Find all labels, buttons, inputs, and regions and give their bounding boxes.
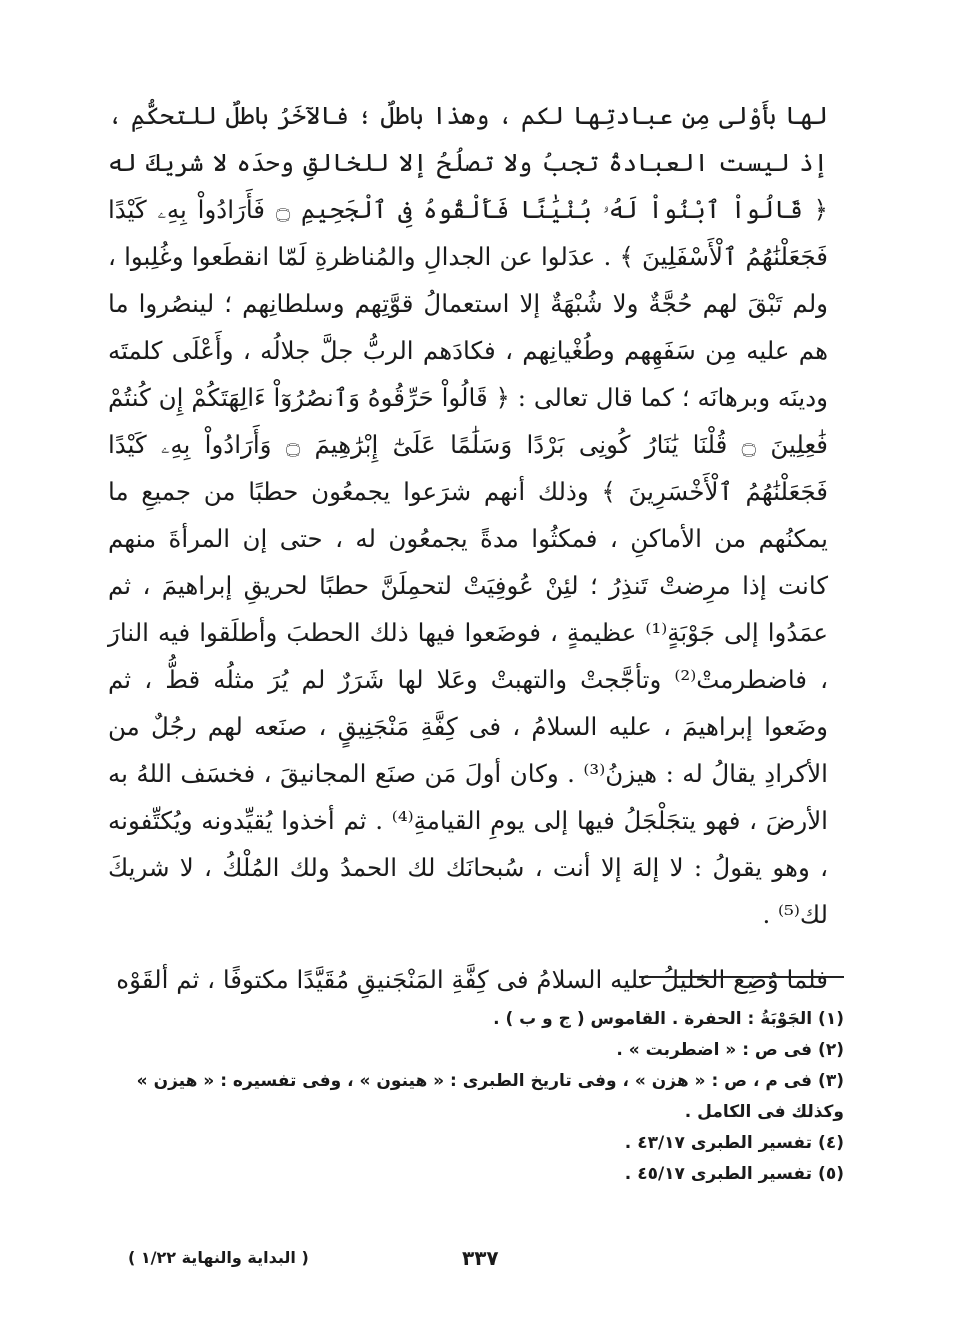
source-reference: ( البداية والنهاية ١/٢٢ ) [128,1248,309,1267]
paragraph: لها بأَوْلى مِن عبادتِها لكم ، وهذا باطلٌ ؛ فالآخَرُ باطلٌ للتحكُّمِ ، إذ ليست العبادةُ تجبُ ولا تصلُحُ إلا للخالقِ وحدَه لا شريكَ له ﴿ قَالُواْ ٱبْنُواْ لَهُۥ بُنْيَٰنًا فَأَلْقُوهُ فِى ٱلْجَحِيمِ ۝ فَأَرَادُواْ بِهِۦ كَيْدًا فَجَعَلْنَٰهُمُ ٱلْأَسْفَلِينَ ﴾ . عدَلوا عن الجدالِ والمُناظرةِ لَمّا انقطَعوا وغُلِبوا ، ولم تَبْقَ لهم حُجَّةٌ ولا شُبْهَةٌ إلا استعمالُ قوَّتِهم وسلطانِهم ؛ لينصُروا ما هم عليه مِن سَفَهِهم وطُغْيانِهم ، فكادَهم الربُّ جلَّ جلالُه ، وأَعْلَى كلمتَه ودينَه وبرهانَه ؛ كما قال تعالى : ﴿ قَالُواْ حَرِّقُوهُ وَٱنصُرُوٓاْ ءَالِهَتَكُمْ إِن كُنتُمْ فَٰعِلِينَ ۝ قُلْنَا يَٰنَارُ كُونِى بَرْدًا وَسَلَٰمًا عَلَىٰٓ إِبْرَٰهِيمَ ۝ وَأَرَادُواْ بِهِۦ كَيْدًا فَجَعَلْنَٰهُمُ ٱلْأَخْسَرِينَ ﴾ وذلك أنهم شرَعوا يجمعُون حطبًا من جميعِ ما يمكنُهم من الأماكنِ ، فمكثُوا مدةً يجمعُون له ، حتى إن المرأةَ منهم كانت إذا مرِضتْ تَنذِرُ ؛ لئِنْ عُوفِيَتْ لتحمِلَنَّ حطبًا لحريقِ إبراهيمَ ، ثم عمَدُوا إلى جَوْبَةٍ⁽¹⁾ عظيمةٍ ، فوضَعوا فيها ذلك الحطبَ وأطلَقوا فيه النارَ ، فاضطرمتْ⁽²⁾ وتأجَّجتْ والتهبتْ وعَلا لها شَرَرٌ لم يُرَ مثلُه قطُّ ، ثم وضَعوا إبراهيمَ ، عليه السلامُ ، فى كِفَّةِ مَنْجَنِيقٍ ، صنَعه لهم رجُلٌ من الأكرادِ يقالُ له : هيزنُ⁽³⁾ . وكان أولَ مَن صنَع المجانيقَ ، فخسَف اللهُ به الأرضَ ، فهو يتجَلْجَلُ فيها إلى يومِ القيامةِ⁽⁴⁾ . ثم أخذوا يُقيِّدونه ويُكتِّفونه ، وهو يقولُ : لا إلهَ إلا أنت ، سُبحانَك لك الحمدُ ولك المُلْكُ ، لا شريكَ لك⁽⁵⁾ . [108,101,828,929]
footnote-number: (٤) [818,1133,844,1153]
footnote-text: تفسير الطبرى ٤٣/١٧ . [624,1133,813,1153]
footnote-text: تفسير الطبرى ٤٥/١٧ . [624,1164,813,1184]
footnote [114,1159,844,1190]
footnote-text: فى ص : « اضطربت » . [616,1040,813,1060]
footnote [114,1004,844,1035]
page-footer [0,1246,956,1276]
footnote [114,1035,844,1066]
main-text [108,92,828,1003]
footnote-number: (٥) [818,1164,844,1184]
footnote-number: (١) [818,1009,844,1029]
footnote-divider [639,976,844,978]
footnotes [114,1004,844,1190]
page-number: ٣٣٧ [462,1246,499,1270]
footnote [114,1128,844,1159]
footnote-text: فى م ، ص : « هزن » ، وفى تاريخ الطبرى : « هينون » ، وفى تفسيره : « هيزن » وكذلك فى الكامل . [136,1071,844,1122]
footnote [114,1066,844,1128]
footnote-text: الجَوْبَةُ : الحفرة . القاموس ( ج و ب ) . [493,1009,813,1029]
paragraph: فلما وُضِع الخليلُ عليه السلامُ فى كِفَّةِ المَنْجَنيقِ مُقَيَّدًا مكتوفًا ، ثم ألقَوْه [116,965,828,994]
footnote-number: (٢) [818,1040,844,1060]
footnote-number: (٣) [818,1071,844,1091]
